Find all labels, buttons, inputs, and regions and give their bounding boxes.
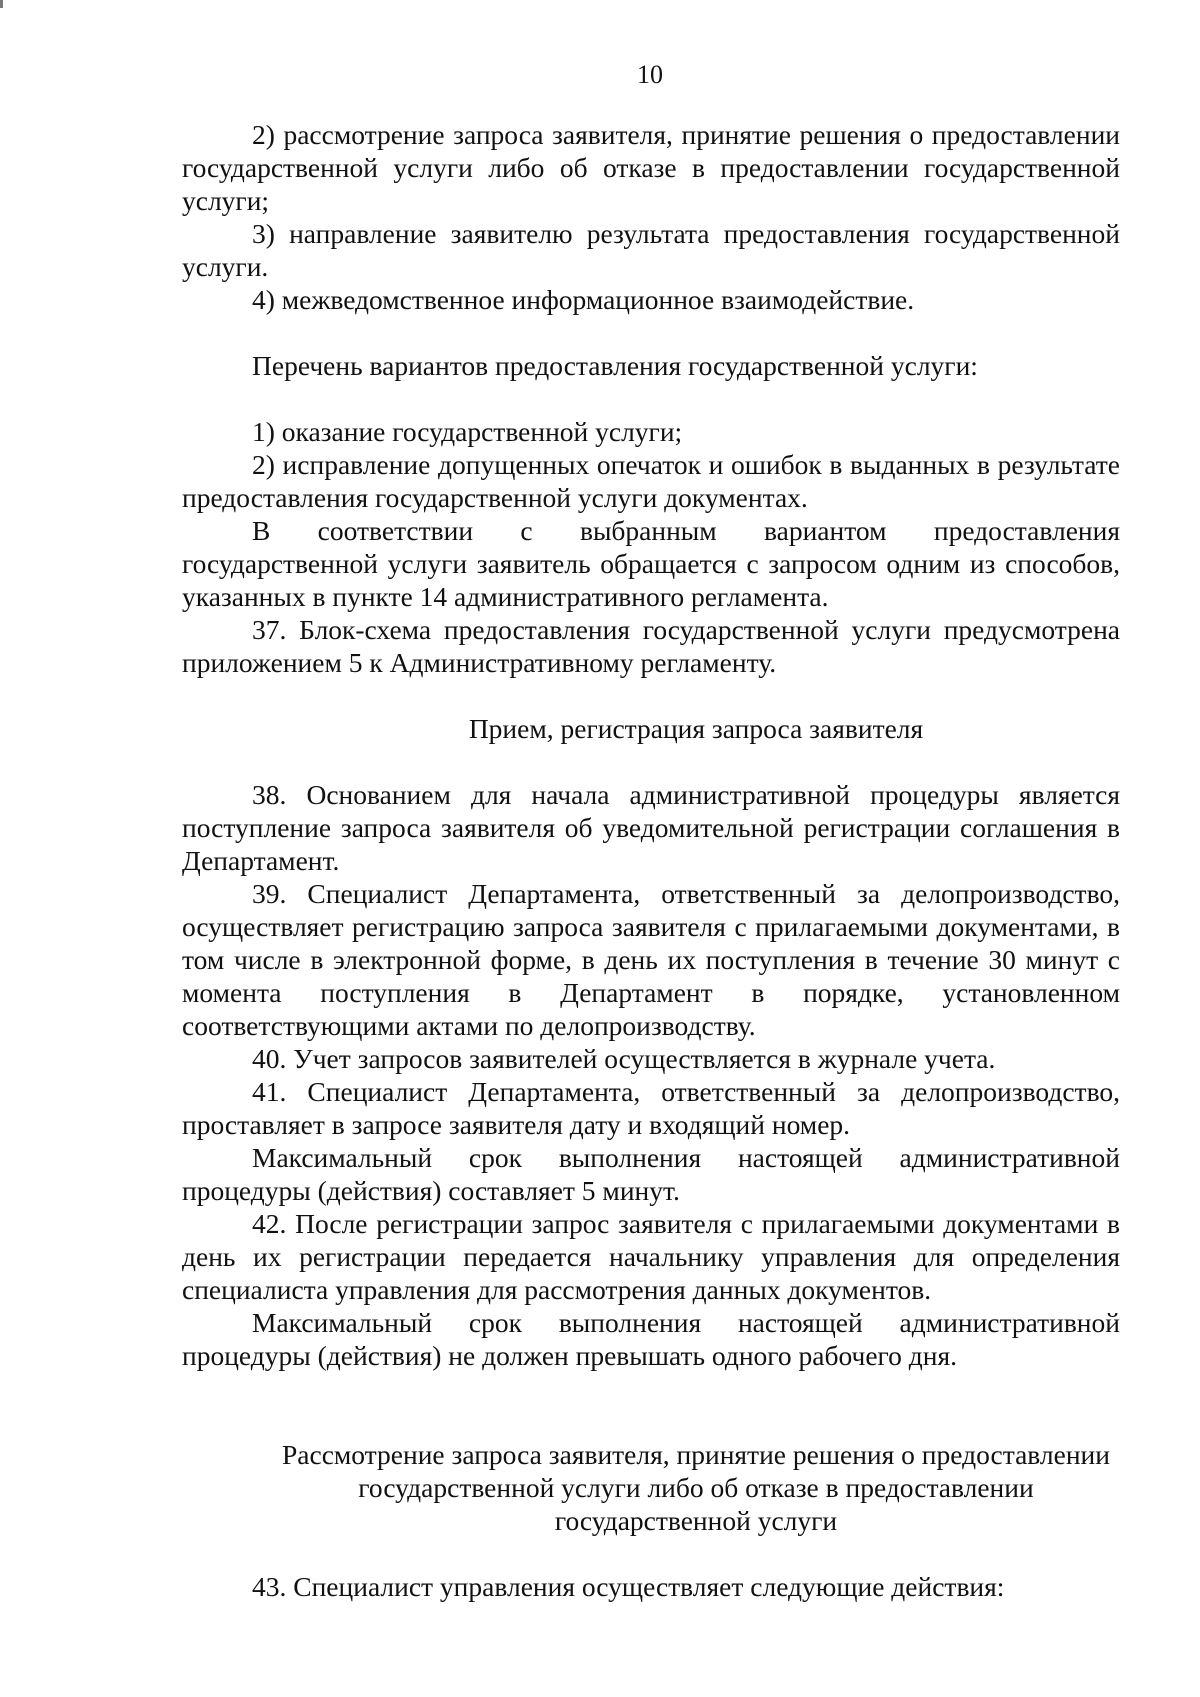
paragraph-42: 42. После регистрации запрос заявителя с прилагаемыми документами в день их регистрации передается начальнику управления для определения специалиста управления для рассмотрения данных документов. bbox=[182, 1208, 1120, 1305]
section-heading-review-line-2: государственной услуги либо об отказе в предоставлении bbox=[358, 1472, 1034, 1503]
paragraph-38: 38. Основанием для начала административной процедуры является поступление запроса заявителя об уведомительной регистрации соглашения в Департамент. bbox=[182, 779, 1120, 876]
paragraph-41: 41. Специалист Департамента, ответственный за делопроизводство, проставляет в запросе заявителя дату и входящий номер. bbox=[182, 1076, 1120, 1140]
spacer bbox=[182, 1537, 1120, 1570]
scan-artifact-mark bbox=[0, 0, 3, 8]
paragraph-item-3: 3) направление заявителю результата предоставления государственной услуги. bbox=[182, 218, 1120, 282]
max-time-paragraph-2: Максимальный срок выполнения настоящей административной процедуры (действия) не должен превышать одного рабочего дня. bbox=[182, 1307, 1120, 1371]
section-heading-review-line-3: государственной услуги bbox=[554, 1505, 838, 1536]
variant-item-2: 2) исправление допущенных опечаток и ошибок в выданных в результате предоставления государственной услуги документах. bbox=[182, 449, 1120, 513]
paragraph-40: 40. Учет запросов заявителей осуществляется в журнале учета. bbox=[252, 1043, 996, 1074]
paragraph-39: 39. Специалист Департамента, ответственный за делопроизводство, осуществляет регистрацию запроса заявителя с прилагаемыми документами, в том числе в электронной форме, в день их поступления в течение 30 минут с момента поступления в Департамент в порядке, установленном соответствующими актами по делопроизводству. bbox=[182, 878, 1120, 1041]
paragraph-item-2: 2) рассмотрение запроса заявителя, принятие решения о предоставлении государственной услуги либо об отказе в предоставлении государственной услуги; bbox=[182, 119, 1120, 216]
variant-item-1: 1) оказание государственной услуги; bbox=[252, 416, 683, 447]
max-time-paragraph-1: Максимальный срок выполнения настоящей административной процедуры (действия) составляет 5 минут. bbox=[182, 1142, 1120, 1206]
spacer bbox=[182, 382, 1120, 415]
section-heading-reception: Прием, регистрация запроса заявителя bbox=[468, 713, 924, 744]
paragraph-item-4: 4) межведомственное информационное взаимодействие. bbox=[252, 284, 915, 315]
spacer bbox=[182, 679, 1120, 712]
variants-intro: Перечень вариантов предоставления государственной услуги: bbox=[252, 350, 978, 381]
page-number: 10 bbox=[637, 60, 663, 89]
section-heading-review-line-1: Рассмотрение запроса заявителя, принятие решения о предоставлении bbox=[281, 1439, 1110, 1470]
document-body bbox=[182, 118, 1120, 1603]
spacer bbox=[182, 316, 1120, 349]
paragraph-43: 43. Специалист управления осуществляет следующие действия: bbox=[252, 1571, 1005, 1602]
variant-choice-paragraph: В соответствии с выбранным вариантом предоставления государственной услуги заявитель обращается с запросом одним из способов, указанных в пункте 14 административного регламента. bbox=[182, 515, 1120, 612]
spacer bbox=[182, 745, 1120, 778]
paragraph-37: 37. Блок-схема предоставления государственной услуги предусмотрена приложением 5 к Административному регламенту. bbox=[182, 614, 1120, 678]
spacer bbox=[182, 1372, 1120, 1438]
